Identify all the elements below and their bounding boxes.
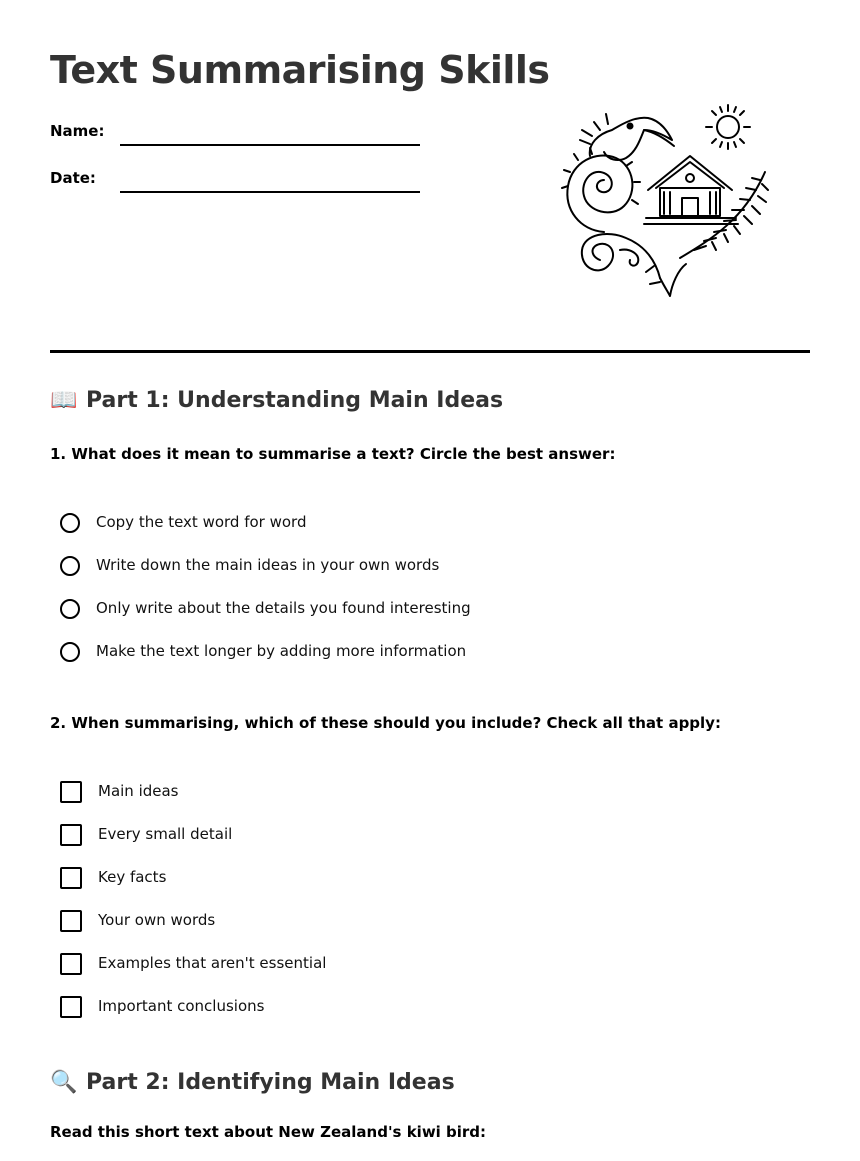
date-label: Date: xyxy=(50,169,96,187)
radio-circle-icon[interactable] xyxy=(60,642,80,662)
kiwi-bird-icon xyxy=(580,114,674,160)
q1-option-2[interactable] xyxy=(60,555,471,598)
q2-option-label: Main ideas xyxy=(98,782,179,800)
lower-koru-icon xyxy=(582,234,686,296)
checkbox-icon[interactable] xyxy=(60,953,82,975)
q1-option-label: Copy the text word for word xyxy=(96,513,307,531)
part2-title: Part 2: Identifying Main Ideas xyxy=(86,1070,455,1095)
magnifying-glass-icon: 🔍 xyxy=(50,1070,78,1095)
radio-circle-icon[interactable] xyxy=(60,556,80,576)
sun-icon xyxy=(706,105,750,149)
q1-option-1[interactable] xyxy=(60,512,471,555)
radio-circle-icon[interactable] xyxy=(60,513,80,533)
q1-option-label: Make the text longer by adding more information xyxy=(96,642,467,660)
q2-option-2[interactable] xyxy=(60,824,326,867)
part2-intro-text: Read this short text about New Zealand's kiwi bird: xyxy=(50,1123,487,1141)
radio-circle-icon[interactable] xyxy=(60,599,80,619)
checkbox-icon[interactable] xyxy=(60,781,82,803)
wharenui-house-icon xyxy=(644,156,738,224)
q2-option-label: Important conclusions xyxy=(98,997,265,1015)
q2-option-5[interactable] xyxy=(60,953,326,996)
part1-heading xyxy=(50,388,503,413)
open-book-icon: 📖 xyxy=(50,388,78,413)
q1-option-label: Write down the main ideas in your own words xyxy=(96,556,440,574)
q2-option-1[interactable] xyxy=(60,781,326,824)
question-1-options xyxy=(60,512,471,684)
q2-option-label: Your own words xyxy=(98,911,216,929)
header-divider xyxy=(50,350,810,353)
maori-illustration-icon xyxy=(560,100,775,300)
checkbox-icon[interactable] xyxy=(60,867,82,889)
q1-option-label: Only write about the details you found interesting xyxy=(96,599,471,617)
checkbox-icon[interactable] xyxy=(60,824,82,846)
q2-option-label: Examples that aren't essential xyxy=(98,954,327,972)
name-field-row xyxy=(50,118,430,148)
part1-title: Part 1: Understanding Main Ideas xyxy=(86,388,504,413)
part2-heading xyxy=(50,1070,455,1095)
q2-option-4[interactable] xyxy=(60,910,326,953)
worksheet-title: Text Summarising Skills xyxy=(50,48,550,92)
q1-option-4[interactable] xyxy=(60,641,471,684)
koru-spiral-icon xyxy=(562,148,640,232)
q2-option-label: Key facts xyxy=(98,868,167,886)
checkbox-icon[interactable] xyxy=(60,996,82,1018)
question-2-prompt: 2. When summarising, which of these should you include? Check all that apply: xyxy=(50,714,721,732)
checkbox-icon[interactable] xyxy=(60,910,82,932)
q2-option-6[interactable] xyxy=(60,996,326,1039)
q2-option-3[interactable] xyxy=(60,867,326,910)
date-write-line[interactable] xyxy=(120,191,420,193)
name-label: Name: xyxy=(50,122,105,140)
q2-option-label: Every small detail xyxy=(98,825,233,843)
name-write-line[interactable] xyxy=(120,144,420,146)
question-1-prompt: 1. What does it mean to summarise a text? Circle the best answer: xyxy=(50,445,616,463)
question-2-options xyxy=(60,781,326,1039)
q1-option-3[interactable] xyxy=(60,598,471,641)
date-field-row xyxy=(50,165,430,195)
